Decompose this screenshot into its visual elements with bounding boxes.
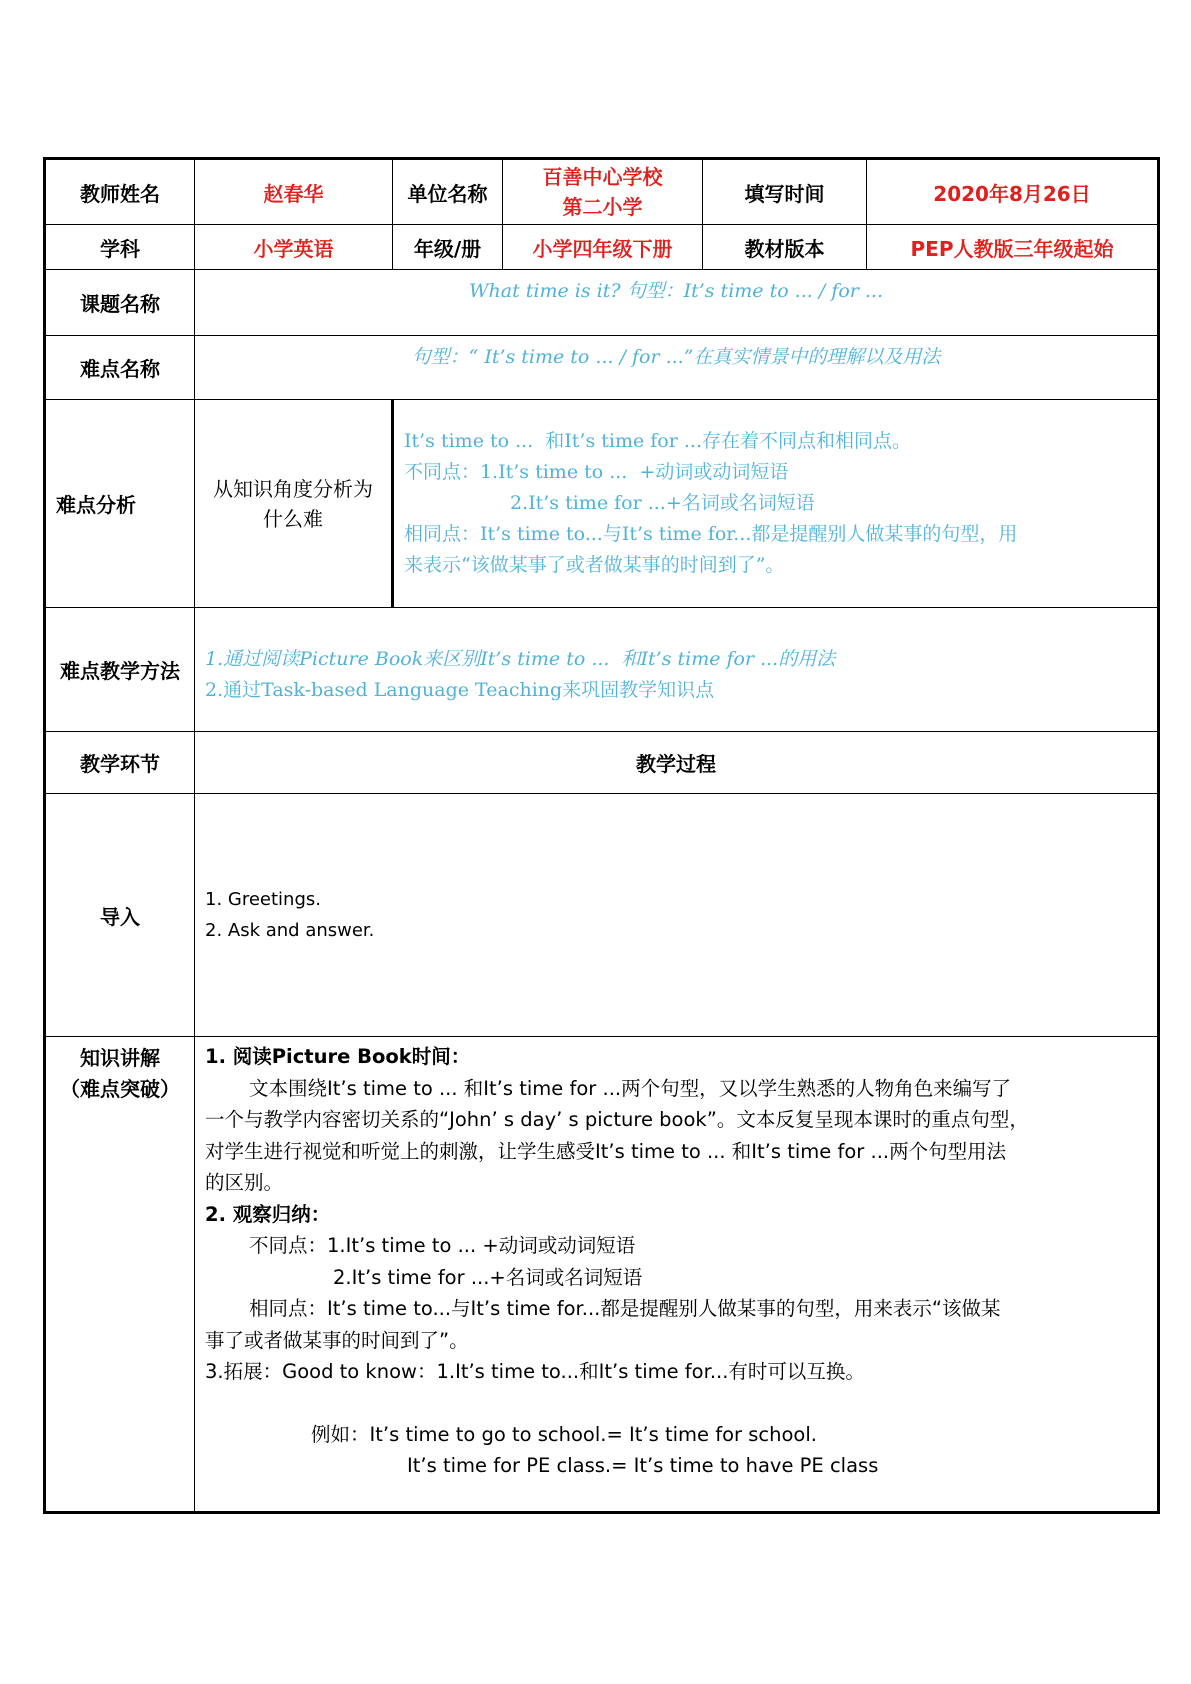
date-label: 填写时间 xyxy=(703,159,867,225)
topic-label: 课题名称 xyxy=(45,270,195,336)
knowledge-line-3: 一个与教学内容密切关系的“John’ s day’ s picture book”。文本反复呈现本课时的重点句型， xyxy=(205,1108,1029,1131)
knowledge-line-5: 的区别。 xyxy=(205,1171,284,1194)
difficulty-value: 句型：“ It’s time to ... / for ...”在真实情景中的理解以及用法 xyxy=(411,346,941,368)
knowledge-label-line1: 知识讲解 xyxy=(80,1046,160,1070)
method-label: 难点教学方法 xyxy=(45,608,195,732)
knowledge-line-10: 事了或者做某事的时间到了”。 xyxy=(205,1328,469,1352)
knowledge-line-13: It’s time for PE class.= It’s time to have PE class xyxy=(407,1454,879,1477)
knowledge-line-1: 1. 阅读Picture Book时间： xyxy=(205,1045,471,1068)
analysis-row xyxy=(45,400,1159,608)
knowledge-line-9: 相同点：It’s time to...与It’s time for...都是提醒别人做某事的句型，用来表示“该做某 xyxy=(249,1297,1001,1320)
unit-value-line1: 百善中心学校 xyxy=(542,165,663,189)
method-row xyxy=(45,608,1159,732)
topic-cell xyxy=(195,270,1159,336)
knowledge-spacer xyxy=(205,1388,1149,1419)
subject-value: 小学英语 xyxy=(195,225,393,270)
analysis-line-4: 相同点：It’s time to...与It’s time for...都是提醒别人做某事的句型，用 xyxy=(404,523,1018,545)
method-content xyxy=(195,608,1159,732)
knowledge-line-11: 3.拓展：Good to know：1.It’s time to...和It’s time for...有时可以互换。 xyxy=(205,1360,865,1383)
process-stage-label: 教学环节 xyxy=(45,732,195,794)
difficulty-cell xyxy=(195,336,1159,400)
knowledge-label xyxy=(45,1037,195,1513)
intro-line-1: 1. Greetings. xyxy=(205,889,321,910)
analysis-content xyxy=(393,400,1159,608)
intro-row xyxy=(45,794,1159,1037)
process-header-row xyxy=(45,732,1159,794)
analysis-line-5: 来表示“该做某事了或者做某事的时间到了”。 xyxy=(404,554,785,576)
lesson-plan-table xyxy=(43,157,1160,1514)
knowledge-line-7: 不同点：1.It’s time to ... +动词或动词短语 xyxy=(249,1234,636,1257)
date-value: 2020年8月26日 xyxy=(867,159,1159,225)
teacher-label: 教师姓名 xyxy=(45,159,195,225)
knowledge-content xyxy=(195,1037,1159,1513)
intro-content xyxy=(195,794,1159,1037)
intro-line-2: 2. Ask and answer. xyxy=(205,920,375,941)
difficulty-label: 难点名称 xyxy=(45,336,195,400)
analysis-line-2: 不同点：1.It’s time to ... +动词或动词短语 xyxy=(404,461,789,483)
knowledge-line-4: 对学生进行视觉和听觉上的刺激，让学生感受It’s time to ... 和It’s time for ...两个句型用法 xyxy=(205,1139,1007,1163)
knowledge-line-2: 文本围绕It’s time to ... 和It’s time for ...两个句型，又以学生熟悉的人物角色来编写了 xyxy=(249,1076,1012,1100)
knowledge-line-8: 2.It’s time for ...+名词或名词短语 xyxy=(333,1265,643,1289)
process-title: 教学过程 xyxy=(195,732,1159,794)
analysis-line-1: It’s time to ... 和It’s time for ...存在着不同点和相同点。 xyxy=(404,430,911,452)
header-row-2 xyxy=(45,225,1159,270)
topic-row xyxy=(45,270,1159,336)
lesson-plan-sheet xyxy=(43,157,1157,1514)
grade-value: 小学四年级下册 xyxy=(503,225,703,270)
grade-label: 年级/册 xyxy=(393,225,503,270)
unit-value xyxy=(503,159,703,225)
method-line-2: 2.通过Task-based Language Teaching来巩固教学知识点 xyxy=(205,679,715,701)
edition-label: 教材版本 xyxy=(703,225,867,270)
knowledge-row xyxy=(45,1037,1159,1513)
analysis-label: 难点分析 xyxy=(45,400,195,608)
analysis-sub-label: 从知识角度分析为什么难 xyxy=(195,400,393,608)
knowledge-line-12: 例如：It’s time to go to school.= It’s time for school. xyxy=(311,1422,817,1446)
intro-label: 导入 xyxy=(45,794,195,1037)
knowledge-line-6: 2. 观察归纳： xyxy=(205,1202,331,1226)
knowledge-label-line2: （难点突破） xyxy=(60,1077,180,1101)
header-row-1 xyxy=(45,159,1159,225)
difficulty-row xyxy=(45,336,1159,400)
unit-label: 单位名称 xyxy=(393,159,503,225)
edition-value: PEP人教版三年级起始 xyxy=(867,225,1159,270)
topic-value: What time is it? 句型：It’s time to ... / for ... xyxy=(469,280,883,302)
subject-label: 学科 xyxy=(45,225,195,270)
unit-value-line2: 第二小学 xyxy=(562,195,643,219)
analysis-line-3: 2.It’s time for ...+名词或名词短语 xyxy=(510,492,815,514)
teacher-value: 赵春华 xyxy=(195,159,393,225)
method-line-1: 1.通过阅读Picture Book来区别It’s time to ... 和It’s time for ...的用法 xyxy=(205,648,836,670)
